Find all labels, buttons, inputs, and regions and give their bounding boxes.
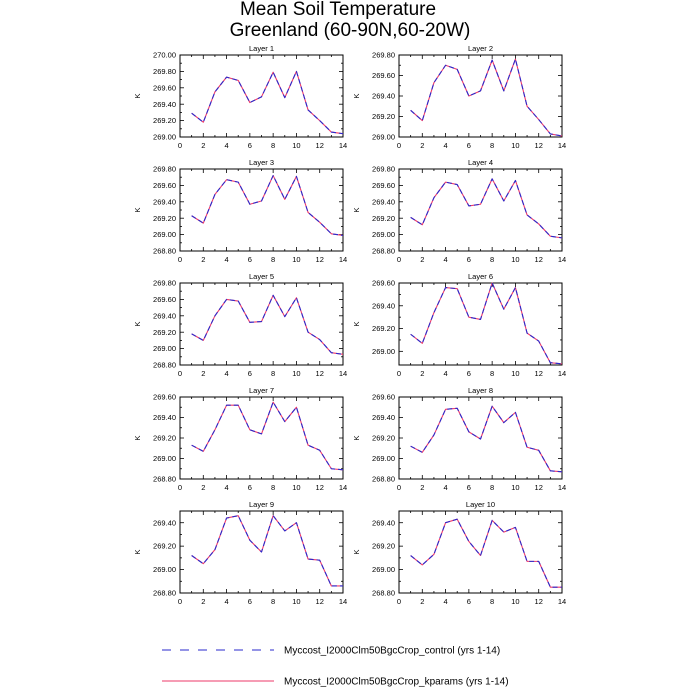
y-tick-label: 269.00: [153, 230, 176, 240]
x-tick-label: 8: [271, 483, 276, 492]
panel-layer-1: [133, 44, 347, 150]
series-line-kparams: [192, 71, 343, 133]
x-tick-label: 14: [338, 141, 348, 150]
panel-title: Layer 5: [248, 272, 275, 281]
series-line-kparams: [411, 179, 562, 238]
y-axis-label: K: [133, 321, 142, 327]
x-tick-label: 0: [177, 141, 183, 150]
y-tick-label: 268.80: [153, 360, 176, 370]
y-tick-label: 269.80: [153, 164, 176, 174]
plot-frame: [180, 397, 343, 479]
series-line-control: [192, 71, 343, 133]
x-tick-label: 6: [466, 369, 471, 378]
x-tick-label: 12: [315, 255, 324, 264]
series-line-control: [411, 179, 562, 238]
series-line-kparams: [411, 59, 562, 136]
legend: [162, 646, 509, 688]
x-tick-label: 14: [338, 597, 348, 606]
y-tick-label: 269.00: [153, 454, 176, 464]
y-tick-label: 268.80: [153, 588, 176, 598]
x-tick-label: 8: [490, 369, 495, 378]
y-tick-label: 269.40: [153, 197, 176, 207]
panel-title: Layer 2: [467, 44, 494, 53]
series-line-control: [192, 402, 343, 470]
x-tick-label: 14: [557, 141, 567, 150]
x-tick-label: 2: [201, 483, 206, 492]
x-tick-label: 12: [534, 141, 543, 150]
x-tick-label: 2: [420, 141, 425, 150]
y-tick-label: 269.80: [372, 50, 395, 60]
y-tick-label: 269.80: [153, 67, 176, 76]
x-tick-label: 2: [201, 369, 206, 378]
x-tick-label: 6: [466, 141, 471, 150]
x-tick-label: 2: [420, 597, 425, 606]
x-tick-label: 4: [224, 255, 229, 264]
y-tick-label: 268.80: [372, 474, 395, 484]
x-tick-label: 0: [396, 483, 402, 492]
x-tick-label: 0: [396, 597, 402, 606]
y-axis-label: K: [133, 207, 142, 213]
panel-layer-6: [352, 272, 566, 378]
y-tick-label: 269.40: [372, 301, 395, 311]
x-tick-label: 12: [315, 483, 324, 492]
series-line-control: [411, 59, 562, 136]
x-tick-label: 0: [396, 369, 402, 378]
y-tick-label: 269.20: [153, 433, 176, 443]
x-tick-label: 4: [443, 483, 448, 492]
x-tick-label: 6: [247, 369, 252, 378]
x-tick-label: 10: [511, 483, 520, 492]
y-tick-label: 268.80: [372, 588, 395, 598]
y-tick-label: 269.80: [372, 164, 395, 174]
panel-title: Layer 10: [465, 500, 496, 509]
y-tick-label: 269.20: [372, 541, 395, 551]
panel-layer-2: [352, 44, 566, 150]
x-tick-label: 14: [338, 255, 348, 264]
x-tick-label: 2: [201, 255, 206, 264]
panel-title: Layer 9: [248, 500, 275, 509]
y-tick-label: 269.40: [153, 311, 176, 321]
plot-frame: [399, 511, 562, 593]
x-tick-label: 4: [224, 141, 229, 150]
x-tick-label: 0: [177, 483, 183, 492]
panel-title: Layer 3: [248, 158, 275, 167]
legend-label: Myccost_I2000Clm50BgcCrop_control (yrs 1-14): [284, 645, 501, 657]
series-line-control: [192, 176, 343, 236]
series-line-kparams: [411, 283, 562, 364]
y-tick-label: 268.80: [153, 474, 176, 484]
panel-title: Layer 6: [467, 272, 494, 281]
y-tick-label: 269.40: [372, 413, 395, 423]
plot-frame: [180, 169, 343, 251]
panel-layer-9: [133, 500, 347, 606]
plot-frame: [399, 169, 562, 251]
x-tick-label: 10: [511, 369, 520, 378]
y-tick-label: 268.80: [372, 246, 395, 256]
series-line-control: [411, 283, 562, 364]
panel-title: Layer 1: [248, 44, 275, 53]
x-tick-label: 6: [466, 483, 471, 492]
y-tick-label: 269.20: [153, 541, 176, 551]
panel-title: Layer 8: [467, 386, 494, 395]
y-tick-label: 269.40: [153, 99, 176, 109]
chart-title: Mean Soil Temperature: [239, 0, 437, 20]
x-tick-label: 12: [534, 597, 543, 606]
x-tick-label: 12: [315, 141, 324, 150]
x-tick-label: 4: [443, 141, 448, 150]
x-tick-label: 14: [338, 369, 348, 378]
panel-layer-8: [352, 386, 566, 492]
panel-title: Layer 7: [248, 386, 275, 395]
x-tick-label: 0: [177, 369, 183, 378]
series-line-control: [411, 519, 562, 587]
y-tick-label: 269.60: [372, 71, 395, 81]
x-tick-label: 6: [466, 255, 471, 264]
x-tick-label: 4: [224, 369, 229, 378]
y-axis-label: K: [133, 549, 142, 555]
y-tick-label: 269.60: [153, 392, 176, 402]
panel-layer-4: [352, 158, 566, 264]
series-line-kparams: [192, 516, 343, 586]
y-tick-label: 269.00: [372, 230, 395, 240]
x-tick-label: 8: [271, 597, 276, 606]
y-axis-label: K: [133, 435, 142, 441]
x-tick-label: 10: [292, 597, 301, 606]
y-axis-label: K: [352, 549, 361, 555]
series-line-kparams: [192, 402, 343, 470]
y-tick-label: 269.40: [153, 413, 176, 423]
x-tick-label: 4: [443, 369, 448, 378]
x-tick-label: 10: [511, 255, 520, 264]
x-tick-label: 8: [271, 369, 276, 378]
y-tick-label: 269.00: [372, 454, 395, 464]
legend-label: Myccost_I2000Clm50BgcCrop_kparams (yrs 1-14): [284, 676, 509, 688]
x-tick-label: 4: [443, 597, 448, 606]
x-tick-label: 14: [557, 255, 567, 264]
plot-frame: [399, 55, 562, 137]
x-tick-label: 0: [177, 597, 183, 606]
x-tick-label: 6: [247, 483, 252, 492]
x-tick-label: 14: [338, 483, 348, 492]
y-tick-label: 270.00: [153, 50, 176, 60]
y-tick-label: 269.60: [153, 181, 176, 190]
panel-layer-10: [352, 500, 566, 606]
x-tick-label: 14: [557, 597, 567, 606]
x-tick-label: 2: [420, 369, 425, 378]
plot-frame: [399, 283, 562, 365]
series-line-control: [192, 295, 343, 354]
panel-layer-3: [133, 158, 347, 264]
x-tick-label: 12: [534, 483, 543, 492]
y-axis-label: K: [352, 435, 361, 441]
x-tick-label: 2: [420, 255, 425, 264]
x-tick-label: 10: [292, 483, 301, 492]
x-tick-label: 6: [466, 597, 471, 606]
x-tick-label: 2: [420, 483, 425, 492]
x-tick-label: 14: [557, 483, 567, 492]
y-tick-label: 269.60: [372, 278, 395, 288]
x-tick-label: 4: [224, 483, 229, 492]
series-line-kparams: [192, 295, 343, 354]
y-tick-label: 269.00: [372, 346, 395, 356]
x-tick-label: 8: [490, 255, 495, 264]
x-tick-label: 14: [557, 369, 567, 378]
x-tick-label: 0: [396, 141, 402, 150]
panel-layer-7: [133, 386, 347, 492]
x-tick-label: 12: [534, 369, 543, 378]
y-tick-label: 269.20: [372, 324, 395, 334]
series-line-kparams: [192, 176, 343, 236]
x-tick-label: 10: [292, 255, 301, 264]
y-tick-label: 269.20: [153, 213, 176, 223]
y-axis-label: K: [352, 93, 361, 99]
y-tick-label: 269.60: [153, 295, 176, 304]
y-tick-label: 269.00: [372, 132, 395, 142]
x-tick-label: 8: [490, 597, 495, 606]
x-tick-label: 8: [271, 141, 276, 150]
x-tick-label: 6: [247, 597, 252, 606]
y-tick-label: 269.60: [372, 392, 395, 402]
x-tick-label: 10: [292, 369, 301, 378]
x-tick-label: 2: [201, 597, 206, 606]
x-tick-label: 10: [511, 597, 520, 606]
y-tick-label: 269.20: [153, 327, 176, 337]
x-tick-label: 6: [247, 141, 252, 150]
y-tick-label: 269.60: [153, 83, 176, 93]
plot-frame: [180, 283, 343, 365]
series-line-kparams: [411, 519, 562, 587]
x-tick-label: 8: [490, 141, 495, 150]
chart-subtitle: Greenland (60-90N,60-20W): [229, 20, 471, 41]
panel-layer-5: [133, 272, 347, 378]
series-line-kparams: [411, 406, 562, 472]
y-tick-label: 269.20: [372, 213, 395, 223]
y-axis-label: K: [352, 321, 361, 327]
y-tick-label: 268.80: [153, 246, 176, 256]
x-tick-label: 2: [201, 141, 206, 150]
x-tick-label: 8: [490, 483, 495, 492]
panel-title: Layer 4: [467, 158, 494, 167]
x-tick-label: 10: [511, 141, 520, 150]
x-tick-label: 12: [315, 369, 324, 378]
x-tick-label: 4: [443, 255, 448, 264]
y-tick-label: 269.80: [153, 278, 176, 288]
x-tick-label: 0: [396, 255, 402, 264]
y-tick-label: 269.40: [372, 518, 395, 528]
x-tick-label: 10: [292, 141, 301, 150]
y-axis-label: K: [133, 93, 142, 99]
y-tick-label: 269.40: [372, 197, 395, 207]
y-tick-label: 269.40: [153, 518, 176, 528]
x-tick-label: 12: [315, 597, 324, 606]
y-tick-label: 269.40: [372, 91, 395, 101]
y-tick-label: 269.00: [153, 565, 176, 575]
x-tick-label: 12: [534, 255, 543, 264]
x-tick-label: 6: [247, 255, 252, 264]
x-tick-label: 4: [224, 597, 229, 606]
series-line-control: [411, 406, 562, 472]
y-tick-label: 269.00: [372, 565, 395, 575]
y-tick-label: 269.60: [372, 181, 395, 190]
y-tick-label: 269.20: [153, 116, 176, 126]
y-axis-label: K: [352, 207, 361, 213]
y-tick-label: 269.00: [153, 132, 176, 142]
y-tick-label: 269.20: [372, 433, 395, 443]
x-tick-label: 8: [271, 255, 276, 264]
y-tick-label: 269.00: [153, 344, 176, 354]
y-tick-label: 269.20: [372, 112, 395, 122]
x-tick-label: 0: [177, 255, 183, 264]
